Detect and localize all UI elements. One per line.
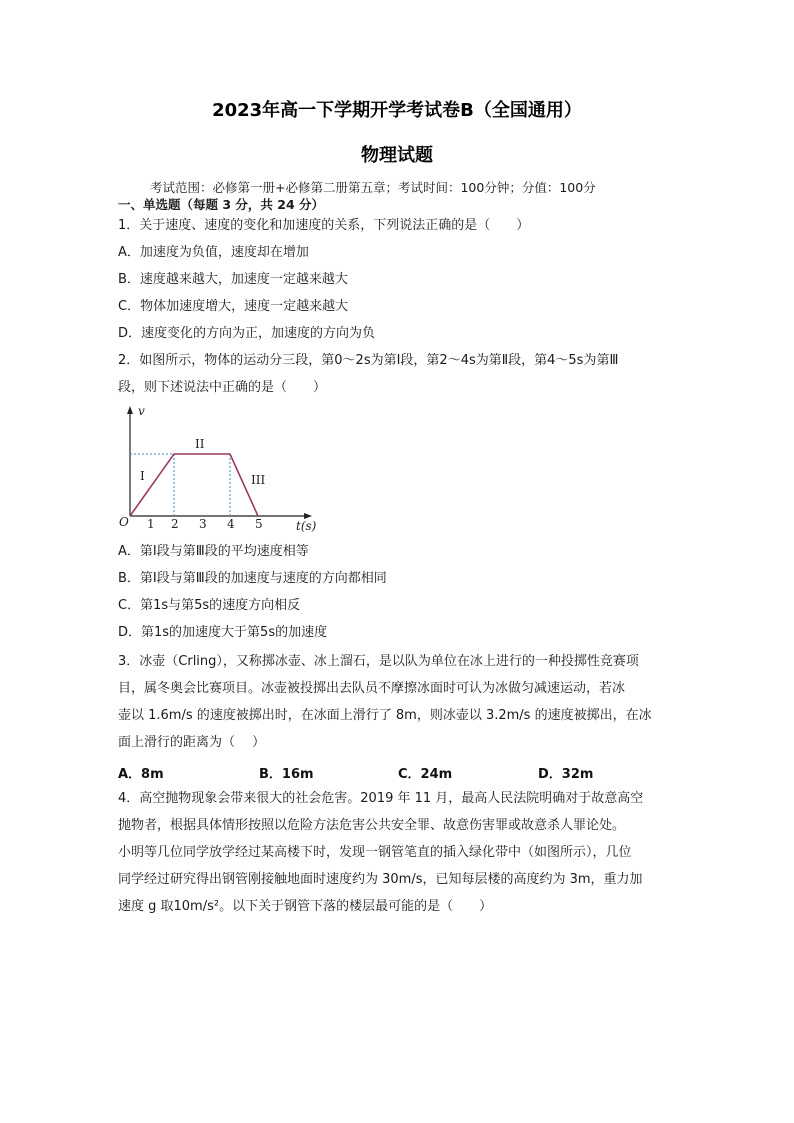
q3-line3: 壶以 1.6m/s 的速度被掷出时，在冰面上滑行了 8m，则冰壶以 3.2m/s 的速度被掷出，在冰 [118, 708, 652, 723]
x-tick-3: 3 [199, 517, 207, 531]
q1-option-a: A．加速度为负值，速度却在增加 [118, 245, 309, 260]
q1-option-b: B．速度越来越大，加速度一定越来越大 [118, 272, 348, 287]
q4-line3: 小明等几位同学放学经过某高楼下时，发现一钢管笔直的插入绿化带中（如图所示），几位 [118, 845, 632, 860]
q3-option-d: D．32m [538, 767, 594, 782]
exam-scope: 考试范围：必修第一册+必修第二册第五章；考试时间：100分钟；分值：100分 [150, 180, 596, 195]
subject-title: 物理试题 [361, 145, 433, 166]
segment-label-2: II [195, 437, 205, 451]
q2-option-c: C．第1s与第5s的速度方向相反 [118, 598, 301, 613]
exam-title: 2023年高一下学期开学考试卷B（全国通用） [212, 100, 582, 121]
q3-option-a: A．8m [118, 767, 164, 782]
q3-line1: 3．冰壶（Crling），又称掷冰壶、冰上溜石，是以队为单位在冰上进行的一种投掷性竞赛项 [118, 654, 639, 669]
y-axis-arrow [127, 406, 133, 414]
vt-graph [112, 400, 342, 536]
q1-option-d: D．速度变化的方向为正，加速度的方向为负 [118, 326, 376, 341]
q4-line5: 速度 g 取10m/s²。以下关于钢管下落的楼层最可能的是（ ） [118, 899, 493, 914]
q3-option-b: B．16m [259, 767, 314, 782]
q2-stem-line1: 2．如图所示，物体的运动分三段，第0～2s为第Ⅰ段，第2～4s为第Ⅱ段，第4～5s为第Ⅲ [118, 353, 619, 368]
section-heading: 一、单选题（每题 3 分，共 24 分） [118, 197, 325, 212]
origin-label: O [119, 515, 129, 529]
q4-line1: 4．高空抛物现象会带来很大的社会危害。2019 年 11 月，最高人民法院明确对于故意高空 [118, 791, 644, 806]
x-tick-4: 4 [227, 517, 235, 531]
q2-stem-line2: 段，则下述说法中正确的是（ ） [118, 380, 327, 395]
q1-stem: 1．关于速度、速度的变化和加速度的关系，下列说法正确的是（ ） [118, 218, 530, 233]
y-axis-label: v [138, 404, 145, 418]
q2-option-b: B．第Ⅰ段与第Ⅲ段的加速度与速度的方向都相同 [118, 571, 387, 586]
q4-line4: 同学经过研究得出钢管刚接触地面时速度约为 30m/s，已知每层楼的高度约为 3m，重力加 [118, 872, 643, 887]
velocity-line [130, 454, 258, 516]
q3-line4: 面上滑行的距离为（ ） [118, 735, 266, 750]
q4-line2: 抛物者，根据具体情形按照以危险方法危害公共安全罪、故意伤害罪或故意杀人罪论处。 [118, 818, 626, 833]
x-tick-1: 1 [147, 517, 155, 531]
q2-option-a: A．第Ⅰ段与第Ⅲ段的平均速度相等 [118, 544, 309, 559]
q3-line2: 目，属冬奥会比赛项目。冰壶被投掷出去队员不摩擦冰面时可认为冰做匀减速运动，若冰 [118, 681, 626, 696]
x-axis-label: t(s) [296, 519, 317, 533]
q2-option-d: D．第1s的加速度大于第5s的加速度 [118, 625, 328, 640]
q1-option-c: C．物体加速度增大，速度一定越来越大 [118, 299, 349, 314]
segment-label-1: I [140, 469, 145, 483]
x-tick-2: 2 [171, 517, 179, 531]
q3-option-c: C．24m [398, 767, 453, 782]
segment-label-3: III [251, 473, 266, 487]
x-tick-5: 5 [255, 517, 263, 531]
